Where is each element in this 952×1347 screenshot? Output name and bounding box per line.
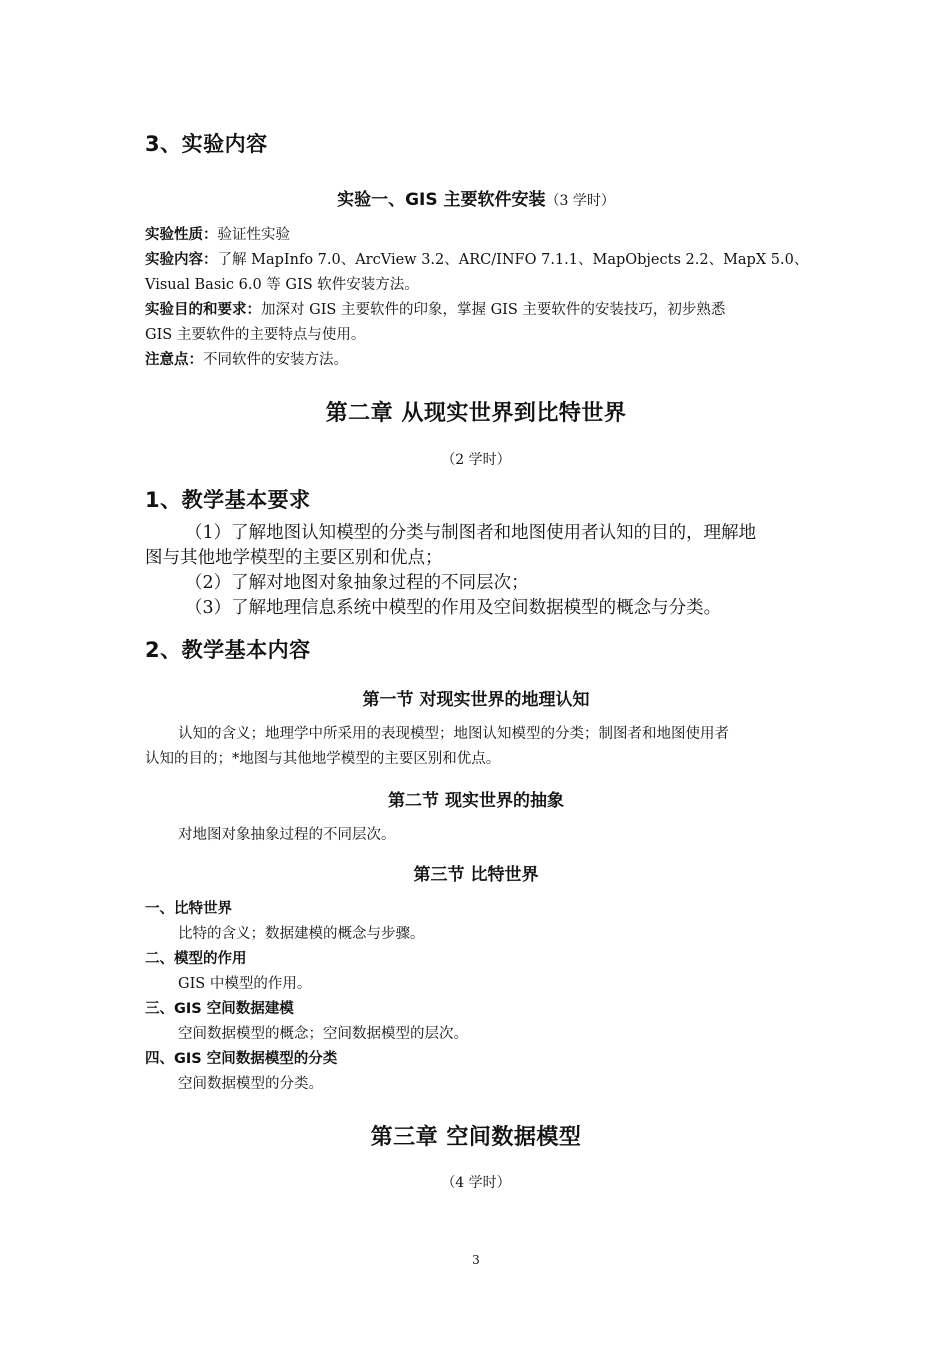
requirement-3: （3）了解地理信息系统中模型的作用及空间数据模型的概念与分类。 xyxy=(185,598,722,618)
chapter-2-hours: （2 学时） xyxy=(441,452,511,468)
subsection-3-heading: 三、GIS 空间数据建模 xyxy=(145,1001,294,1017)
section-2-title: 第二节 现实世界的抽象 xyxy=(388,791,564,811)
page-number: 3 xyxy=(472,1253,480,1267)
requirement-1-line-1: （1）了解地图认知模型的分类与制图者和地图使用者认知的目的，理解地 xyxy=(185,523,757,543)
section-1-title: 第一节 对现实世界的地理认知 xyxy=(362,690,590,710)
teaching-content-heading: 2、教学基本内容 xyxy=(145,638,311,662)
experiment-content-text-1: 了解 MapInfo 7.0、ArcView 3.2、ARC/INFO 7.1.1、MapObjects 2.2、MapX 5.0、 xyxy=(217,252,809,268)
experiment-note-label: 注意点： xyxy=(145,352,203,368)
experiment-hours: （3 学时） xyxy=(545,193,615,209)
experiment-nature-value: 验证性实验 xyxy=(217,227,290,243)
section-1-text-line-2: 认知的目的；*地图与其他地学模型的主要区别和优点。 xyxy=(145,751,501,767)
chapter-3-hours: （4 学时） xyxy=(441,1175,511,1191)
experiment-goal-line xyxy=(145,298,725,323)
subsection-2-text: GIS 中模型的作用。 xyxy=(178,976,312,992)
subsection-4-heading: 四、GIS 空间数据模型的分类 xyxy=(145,1051,338,1067)
experiment-nature-line xyxy=(145,223,290,248)
experiment-content-label: 实验内容： xyxy=(145,252,218,268)
experiment-goal-text-2: GIS 主要软件的主要特点与使用。 xyxy=(145,327,366,343)
teaching-requirements-heading: 1、教学基本要求 xyxy=(145,488,311,512)
experiment-goal-label: 实验目的和要求： xyxy=(145,302,261,318)
experiment-content-text-2: Visual Basic 6.0 等 GIS 软件安装方法。 xyxy=(145,277,419,293)
requirement-2: （2）了解对地图对象抽象过程的不同层次； xyxy=(185,573,529,593)
subsection-1-heading: 一、比特世界 xyxy=(145,901,232,917)
experiment-note-text: 不同软件的安装方法。 xyxy=(203,352,348,368)
experiment-goal-text-1: 加深对 GIS 主要软件的印象，掌握 GIS 主要软件的安装技巧，初步熟悉 xyxy=(261,302,726,318)
chapter-2-title: 第二章 从现实世界到比特世界 xyxy=(325,401,627,426)
experiment-title xyxy=(0,185,952,210)
section-2-text: 对地图对象抽象过程的不同层次。 xyxy=(178,827,396,843)
subsection-3-text: 空间数据模型的概念；空间数据模型的层次。 xyxy=(178,1026,468,1042)
subsection-1-text: 比特的含义；数据建模的概念与步骤。 xyxy=(178,926,425,942)
requirement-1-line-2: 图与其他地学模型的主要区别和优点； xyxy=(145,548,443,568)
section-3-title: 第三节 比特世界 xyxy=(413,865,539,885)
experiment-title-text: 实验一、GIS 主要软件安装 xyxy=(337,190,546,210)
section-heading-experiment-content: 3、实验内容 xyxy=(145,132,268,156)
experiment-nature-label: 实验性质： xyxy=(145,227,218,243)
chapter-3-title: 第三章 空间数据模型 xyxy=(370,1125,582,1150)
experiment-note-line xyxy=(145,348,348,373)
section-1-text-line-1: 认知的含义；地理学中所采用的表现模型；地图认知模型的分类；制图者和地图使用者 xyxy=(178,726,729,742)
experiment-content-line xyxy=(145,248,808,273)
subsection-2-heading: 二、模型的作用 xyxy=(145,951,247,967)
subsection-4-text: 空间数据模型的分类。 xyxy=(178,1076,323,1092)
